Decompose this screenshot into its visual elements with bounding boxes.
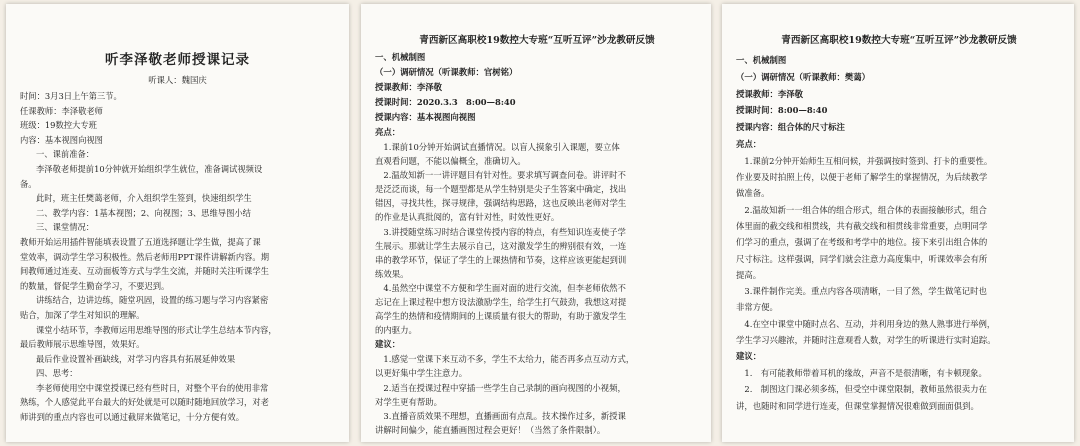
text-line: 1. 有可能教师带着耳机的缘故，声音不是很清晰，有卡顿现象。 xyxy=(736,368,987,379)
text-line: 错因，寻找共性，探寻规律，强调结构思路，这也反映出老师对学生 xyxy=(375,198,627,209)
text-line: 2.适当在授课过程中穿插一些学生自己录制的画向视图的小视频， xyxy=(375,382,626,393)
text-line: 体里面的截交线和相贯线，共有截交线和相贯线非常重要，点明同学 xyxy=(736,220,988,231)
text-line: 对学生更有帮助。 xyxy=(375,396,442,407)
text-line: 非常方便。 xyxy=(736,302,778,313)
text-line: 最后作业设置补画缺线，对学习内容具有拓展延伸效果 xyxy=(36,353,236,364)
page-subtitle: 听课人：魏国庆 xyxy=(148,75,207,85)
text-line: 直观看问题，不能以偏概全，准确切入。 xyxy=(375,156,526,167)
text-line: （一）调研情况（听课教师：樊蔼） xyxy=(736,71,870,82)
text-line: 2. 制图这门课必须多练，但受空中课堂限制，教师虽然很卖力在 xyxy=(736,384,987,395)
text-line: 4.在空中课堂中随时点名、互动，并利用身边的熟人熟事进行举例， xyxy=(736,318,996,329)
text-line: 的内驱力。 xyxy=(375,325,417,336)
text-line: 作业要及时拍照上传，以便于老师了解学生的掌握情况，为后续教学 xyxy=(736,172,988,183)
text-line: 二、教学内容：1基本视图；2、向视图；3、思维导图小结 xyxy=(36,207,251,218)
text-line: 高学生的热情和疫情期间的上课质量有很大的帮助，有助于激发学生 xyxy=(375,311,627,322)
page-body xyxy=(736,52,1062,414)
text-line: 内容：基本视图向视图 xyxy=(20,134,103,145)
text-line: 3.课件制作完美。重点内容各项清晰，一目了然，学生做笔记时也 xyxy=(736,286,987,297)
text-line: 是泛泛而谈，每一个题型都是从学生特别是尖子生答案中确定，找出 xyxy=(375,184,627,195)
text-line: 们学习的重点，强调了在考级和考学中的地位。接下来引出组合体的 xyxy=(736,237,988,248)
text-line: 最后教师展示思维导图，效果好。 xyxy=(20,339,145,350)
text-line: 生展示。那就让学生去展示自己，这对激发学生的辨别很有效，一连 xyxy=(375,240,627,251)
text-line: 讲练结合，边讲边练，随堂巩固，设置的练习题与学习内容紧密 xyxy=(36,295,269,306)
text-line: 一、机械制图 xyxy=(375,52,426,62)
text-line: 授课教师：李泽敬 xyxy=(375,82,442,92)
text-line: 亮点： xyxy=(736,138,762,149)
text-line: 3.直播音质效果不理想，直播画面有点乱。技术操作过多，新授课 xyxy=(375,410,626,421)
text-line: 教师开始运用插件智能填表设置了五道选择题让学生做，提高了课 xyxy=(20,236,261,247)
text-line: 1.课前10分钟开始调试直播情况。以盲人摸象引入课题，要立体 xyxy=(375,142,620,152)
text-line: 课堂小结环节，李教师运用思维导图的形式让学生总结本节内容， xyxy=(36,324,277,335)
text-line: 练效果。 xyxy=(375,268,409,279)
page-title: 青西新区高职校19数控大专班“互听互评”沙龙教研反馈 xyxy=(781,35,1017,46)
text-line: 一、机械制图 xyxy=(736,55,787,65)
text-line: 班级：19数控大专班 xyxy=(20,120,97,131)
text-line: 备。 xyxy=(20,178,37,189)
page-body xyxy=(375,50,699,437)
text-line: 4.虽然空中课堂不方便和学生面对面的进行交流，但李老师依然不 xyxy=(375,282,626,293)
text-line: 授课内容：组合体的尺寸标注 xyxy=(736,122,845,133)
text-line: 尺寸标注。这样强调，同学们就会注意力高度集中，听课效率会有所 xyxy=(736,253,988,264)
text-line: 授课时间：8:00—8:40 xyxy=(736,105,828,116)
text-line: 提高。 xyxy=(736,269,762,280)
text-line: 串的教学环节，保证了学生的上课热情和节奏，这样应该更能起到训 xyxy=(375,254,627,265)
text-line: 学生学习兴趣浓，并随时注意观看人数，对学生的听课进行实时追踪。 xyxy=(736,335,996,346)
text-line: 授课教师：李泽敬 xyxy=(736,88,803,99)
text-line: 贴合，加深了学生对知识的理解。 xyxy=(20,309,145,320)
page-body xyxy=(20,89,335,425)
text-line: 师讲到的重点内容也可以通过截屏来做笔记，十分方便有效。 xyxy=(20,412,245,423)
page-title: 听李泽敬老师授课记录 xyxy=(105,52,250,68)
text-line: 讲解时间偏少，能直播画图过程会更好！（当然了条件限制）。 xyxy=(375,424,606,435)
text-line: 间教师通过连麦、互动面板等方式与学生交流，并随时关注听课学生 xyxy=(20,266,269,277)
text-line: 2.温故知新一一讲评题目有针对性。要求填写调查问卷。讲评时不 xyxy=(375,170,626,181)
text-line: （一）调研情况（听课教师：官树铭） xyxy=(375,67,518,77)
text-line: 李老师使用空中课堂授课已经有些时日，对整个平台的使用非常 xyxy=(36,382,269,393)
text-line: 2.温故知新一一组合体的组合形式，组合体的表面接触形式，组合 xyxy=(736,204,987,215)
text-line: 任课教师：李泽敬老师 xyxy=(20,105,103,116)
text-line: 的数量，督促学生勤奋学习，不要迟到。 xyxy=(20,280,170,291)
text-line: 建议： xyxy=(736,351,762,362)
feedback-page-guan xyxy=(361,4,711,442)
text-line: 以更好集中学生注意力。 xyxy=(375,368,468,379)
text-line: 的作业是认真批阅的，富有针对性，时效性更好。 xyxy=(375,212,560,223)
text-line: 李泽敬老师提前10分钟就开始组织学生就位，准备调试视频设 xyxy=(36,163,263,174)
text-line: 忘记在上课过程中想方设法激励学生，给学生打气鼓劲，我想这对提 xyxy=(375,297,627,308)
feedback-page-fan xyxy=(722,4,1074,442)
text-line: 建议： xyxy=(375,339,401,350)
text-line: 熟练，个人感觉此平台最大的好处就是可以随时随地回放学习，对老 xyxy=(20,397,269,408)
lecture-record-page xyxy=(6,4,349,442)
text-line: 1.课前2分钟开始师生互相问候，并强调按时签到、打卡的重要性。 xyxy=(736,155,993,166)
text-line: 堂效率，调动学生学习积极性。然后老师用PPT课件讲解新内容。期 xyxy=(20,251,270,262)
text-line: 3.讲授随堂练习时结合课堂传授内容的特点，有些知识连麦使子学 xyxy=(375,226,626,237)
text-line: 四、思考： xyxy=(36,368,78,379)
text-line: 讲，也随时和同学进行连麦，但课堂掌握情况很难做到面面俱到。 xyxy=(736,400,979,411)
text-line: 三、课堂情况： xyxy=(36,222,95,233)
text-line: 授课内容：基本视图向视图 xyxy=(375,112,476,122)
text-line: 此时，班主任樊蔼老师，介入组织学生签到，快速组织学生 xyxy=(36,193,252,204)
text-line: 亮点： xyxy=(375,127,401,137)
text-line: 一、课前准备： xyxy=(36,149,95,160)
text-line: 1.感觉一堂课下来互动不多，学生不太给力，能否再多点互动方式， xyxy=(375,354,635,365)
text-line: 授课时间：2020.3.3 8:00—8:40 xyxy=(375,97,516,107)
text-line: 时间：3月3日上午第三节。 xyxy=(20,91,122,101)
page-title: 青西新区高职校19数控大专班“互听互评”沙龙教研反馈 xyxy=(419,35,655,46)
text-line: 做准备。 xyxy=(736,188,770,199)
